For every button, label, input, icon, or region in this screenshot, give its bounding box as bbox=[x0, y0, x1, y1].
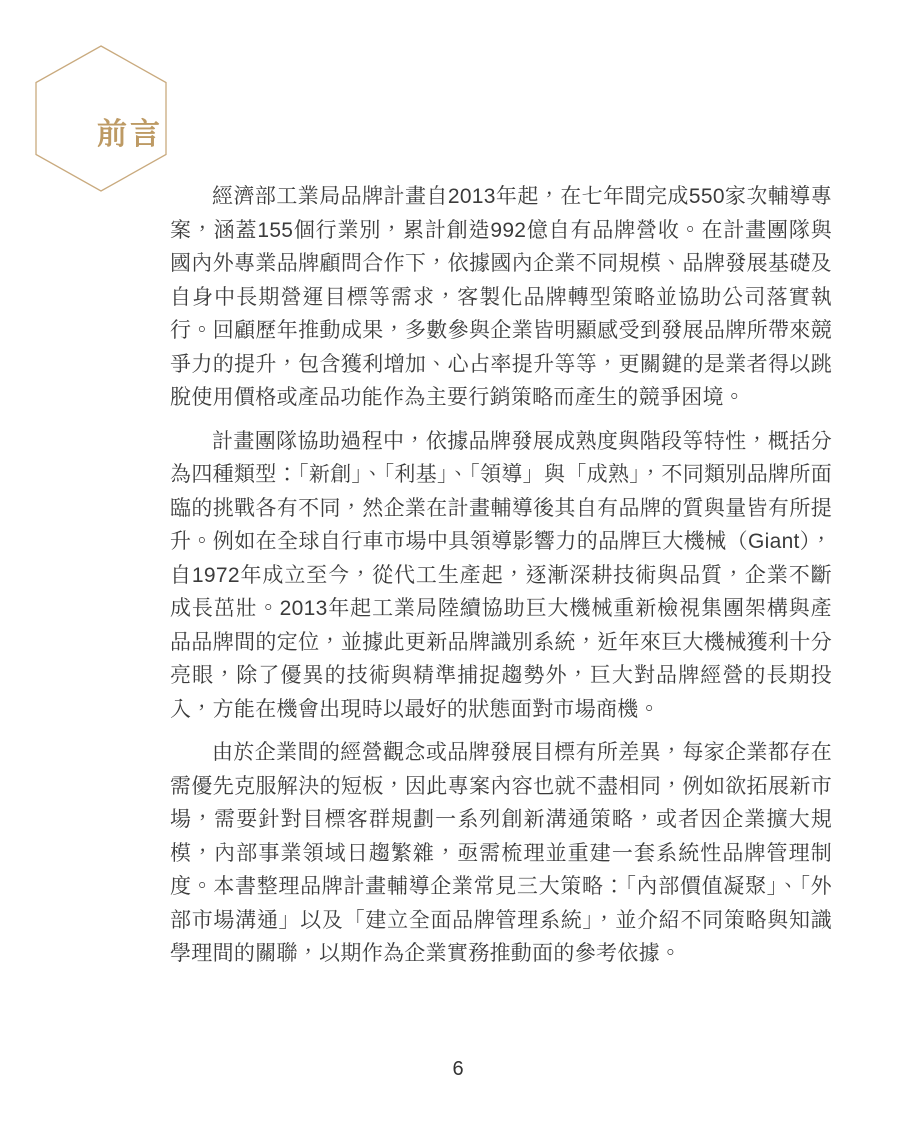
paragraph-1: 經濟部工業局品牌計畫自2013年起，在七年間完成550家次輔導專案，涵蓋155個行業別，累計創造992億自有品牌營收。在計畫團隊與國內外專業品牌顧問合作下，依據國內企業不同規模、品牌發展基礎及自身中長期營運目標等需求，客製化品牌轉型策略並協助公司落實執行。回顧歷年推動成果，多數參與企業皆明顯感受到發展品牌所帶來競爭力的提升，包含獲利增加、心占率提升等等，更關鍵的是業者得以跳脫使用價格或產品功能作為主要行銷策略而產生的競爭困境。 bbox=[170, 185, 832, 409]
section-title: 前言 bbox=[97, 118, 163, 151]
paragraph-3: 由於企業間的經營觀念或品牌發展目標有所差異，每家企業都存在需優先克服解決的短板，因此專案內容也就不盡相同，例如欲拓展新市場，需要針對目標客群規劃一系列創新溝通策略，或者因企業擴大規模，內部事業領域日趨繁雜，亟需梳理並重建一套系統性品牌管理制度。本書整理品牌計畫輔導企業常見三大策略：「內部價值凝聚」、「外部市場溝通」以及「建立全面品牌管理系統」，並介紹不同策略與知識學理間的關聯，以期作為企業實務推動面的參考依據。 bbox=[170, 741, 832, 965]
body-text bbox=[170, 180, 832, 971]
paragraph-2: 計畫團隊協助過程中，依據品牌發展成熟度與階段等特性，概括分為四種類型：「新創」、「利基」、「領導」與「成熟」，不同類別品牌所面臨的挑戰各有不同，然企業在計畫輔導後其自有品牌的質與量皆有所提升。例如在全球自行車市場中具領導影響力的品牌巨大機械（Giant），自1972年成立至今，從代工生產起，逐漸深耕技術與品質，企業不斷成長茁壯。2013年起工業局陸續協助巨大機械重新檢視集團架構與產品品牌間的定位，並據此更新品牌識別系統，近年來巨大機械獲利十分亮眼，除了優異的技術與精準捕捉趨勢外，巨大對品牌經營的長期投入，方能在機會出現時以最好的狀態面對市場商機。 bbox=[170, 429, 832, 721]
page-number: 6 bbox=[452, 1058, 464, 1080]
